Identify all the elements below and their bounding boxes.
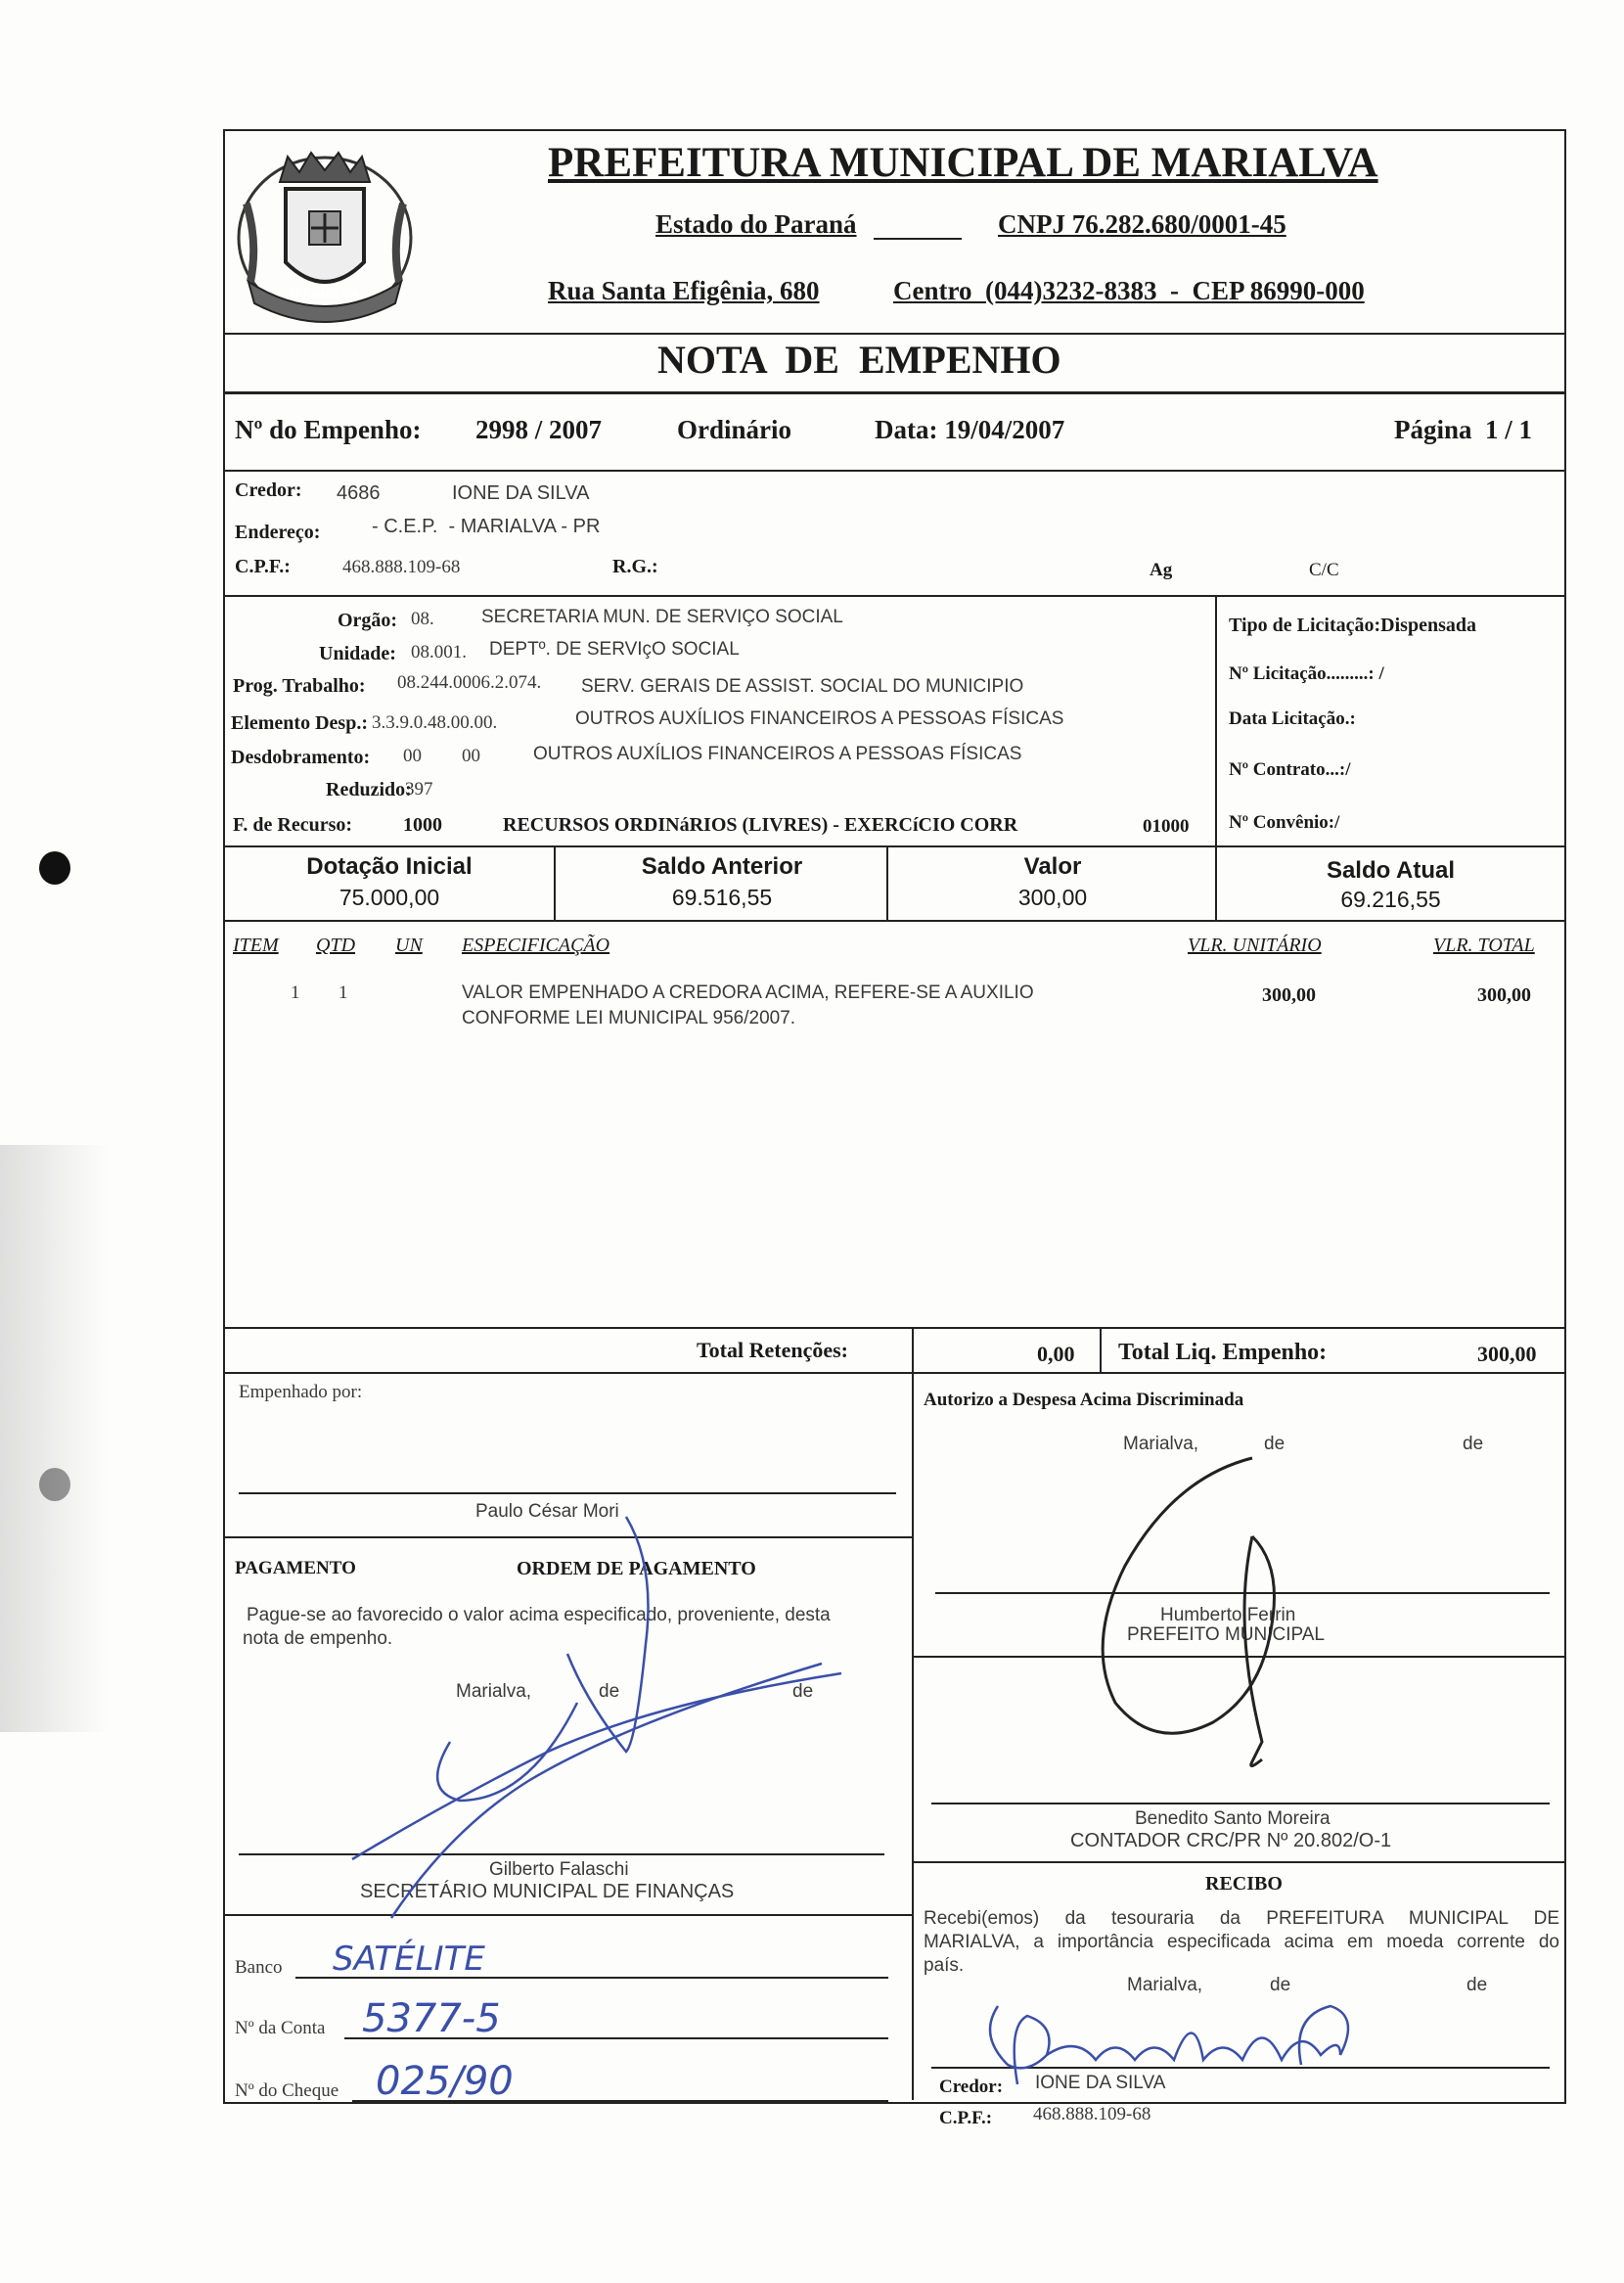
recibo-text-line-2: MARIALVA, a importância especificada acima em moeda corrente do <box>924 1932 1559 1952</box>
saldo-value-valor: 300,00 <box>1017 885 1088 910</box>
saldo-value-atual: 69.216,55 <box>1340 887 1441 912</box>
recibo-de-1: de <box>1270 1975 1291 1995</box>
fonte-number: 01000 <box>1143 816 1190 837</box>
autorizo-title: Autorizo a Despesa Acima Discriminada <box>924 1390 1244 1410</box>
pagamento-role: SECRETÁRIO MUNICIPAL DE FINANÇAS <box>360 1881 735 1902</box>
saldo-label-atual: Saldo Atual <box>1326 857 1456 884</box>
cc-label: C/C <box>1309 560 1339 580</box>
ordem-pagamento-title: ORDEM DE PAGAMENTO <box>517 1558 756 1579</box>
unidade-code: 08.001. <box>411 642 467 662</box>
licitacao-separator <box>1215 595 1217 847</box>
orgao-code: 08. <box>411 609 434 629</box>
elemento-code: 3.3.9.0.48.00.00. <box>372 712 498 733</box>
autorizo-de-2: de <box>1463 1434 1484 1454</box>
contador-name: Benedito Santo Moreira <box>1135 1808 1331 1829</box>
numero-licitacao: Nº Licitação.........: / <box>1229 663 1384 684</box>
total-liquido-label: Total Liq. Empenho: <box>1118 1340 1328 1365</box>
credor-label: Credor: <box>235 479 302 501</box>
recibo-credor-label: Credor: <box>939 2077 1004 2097</box>
credor-divider <box>223 595 1564 597</box>
lower-center-divider <box>912 1372 914 2100</box>
recibo-de-2: de <box>1466 1975 1488 1995</box>
empenho-number-label: Nº do Empenho: <box>235 415 422 444</box>
recibo-cpf-label: C.P.F.: <box>939 2108 993 2128</box>
orgao-label: Orgão: <box>338 610 398 631</box>
pagamento-de-1: de <box>599 1681 620 1702</box>
item-spec-line-2: CONFORME LEI MUNICIPAL 956/2007. <box>462 1008 796 1028</box>
item-number: 1 <box>291 982 300 1003</box>
items-header-un: UN <box>395 935 423 956</box>
empenho-type: Ordinário <box>677 415 792 444</box>
desdobramento-code-1: 00 <box>403 746 422 766</box>
scan-shadow <box>0 1145 108 1732</box>
conta-label: Nº da Conta <box>235 2018 326 2038</box>
item-spec-line-1: VALOR EMPENHADO A CREDORA ACIMA, REFERE-SE A AUXILIO <box>462 982 1034 1003</box>
totals-sep-1 <box>912 1327 914 1374</box>
credor-signature <box>969 1977 1379 2104</box>
banco-value: SATÉLITE <box>333 1940 485 1979</box>
credor-name: IONE DA SILVA <box>452 482 590 504</box>
autorizo-place: Marialva, <box>1123 1434 1199 1454</box>
data-licitacao: Data Licitação.: <box>1229 708 1356 729</box>
empenho-date: Data: 19/04/2007 <box>875 415 1065 444</box>
saldo-value-dotacao: 75.000,00 <box>338 885 440 910</box>
header-title: PREFEITURA MUNICIPAL DE MARIALVA <box>548 140 1378 186</box>
cheque-value: 025/90 <box>376 2059 514 2104</box>
desdobramento-desc: OUTROS AUXÍLIOS FINANCEIROS A PESSOAS FÍSICAS <box>533 744 1022 764</box>
recibo-cpf-value: 468.888.109-68 <box>1033 2104 1151 2124</box>
tipo-licitacao: Tipo de Licitação:Dispensada <box>1229 615 1476 636</box>
reduzido-value: 397 <box>405 779 433 799</box>
total-liquido-value: 300,00 <box>1477 1342 1537 1366</box>
rg-label: R.G.: <box>612 556 658 577</box>
pagamento-text-line-2: nota de empenho. <box>243 1628 393 1649</box>
totals-sep-2 <box>1100 1327 1102 1374</box>
items-header-total: VLR. TOTAL <box>1433 935 1535 956</box>
endereco-value: - C.E.P. - MARIALVA - PR <box>372 516 601 537</box>
saldo-label-anterior: Saldo Anterior <box>641 853 803 880</box>
prog-code: 08.244.0006.2.074. <box>397 672 542 693</box>
numero-convenio: Nº Convênio:/ <box>1229 812 1340 833</box>
classificacao-divider <box>223 845 1564 847</box>
recibo-text-line-3: país. <box>924 1955 965 1976</box>
contador-sign-line <box>931 1803 1550 1804</box>
desdobramento-label: Desdobramento: <box>231 747 371 768</box>
elemento-desc: OUTROS AUXÍLIOS FINANCEIROS A PESSOAS FÍSICAS <box>575 708 1064 729</box>
unidade-desc: DEPTº. DE SERVIçO SOCIAL <box>489 639 740 660</box>
items-header-unit: VLR. UNITÁRIO <box>1188 935 1322 956</box>
empenho-divider <box>223 470 1564 472</box>
empenho-number: 2998 / 2007 <box>475 415 603 444</box>
empenhado-label: Empenhado por: <box>239 1382 363 1402</box>
cheque-label: Nº do Cheque <box>235 2080 339 2101</box>
pagamento-label: PAGAMENTO <box>235 1558 356 1578</box>
contador-role: CONTADOR CRC/PR Nº 20.802/O-1 <box>1070 1830 1392 1851</box>
endereco-label: Endereço: <box>235 522 321 543</box>
totals-top-line <box>223 1327 1564 1329</box>
fonte-desc: RECURSOS ORDINáRIOS (LIVRES) - EXERCíCIO CORR <box>503 814 1018 836</box>
pagamento-place: Marialva, <box>456 1681 532 1702</box>
header-state: Estado do Paraná <box>655 209 857 239</box>
items-header-item: ITEM <box>233 935 279 956</box>
autorizo-signer: Humberto Ferrin <box>1160 1605 1296 1625</box>
contador-divider <box>912 1861 1564 1863</box>
fonte-code: 1000 <box>403 814 442 836</box>
recibo-title: RECIBO <box>1205 1873 1283 1895</box>
items-header-spec: ESPECIFICAÇÃO <box>462 935 610 956</box>
prog-label: Prog. Trabalho: <box>233 675 366 697</box>
saldo-value-anterior: 69.516,55 <box>671 885 773 910</box>
state-line <box>874 238 962 240</box>
item-total-value: 300,00 <box>1477 984 1531 1006</box>
desdobramento-code-2: 00 <box>462 746 480 766</box>
saldo-label-dotacao: Dotação Inicial <box>306 853 473 880</box>
banco-label: Banco <box>235 1957 283 1978</box>
saldos-divider <box>223 920 1564 922</box>
recibo-credor-value: IONE DA SILVA <box>1035 2073 1166 2093</box>
pagamento-de-2: de <box>792 1681 814 1702</box>
punch-hole-top <box>39 851 70 885</box>
conta-value: 5377-5 <box>362 1996 501 2041</box>
items-header-qtd: QTD <box>316 935 356 956</box>
autorizo-de-1: de <box>1264 1434 1286 1454</box>
doc-title: NOTA DE EMPENHO <box>657 338 1061 382</box>
item-unit-value: 300,00 <box>1262 984 1316 1006</box>
prog-desc: SERV. GERAIS DE ASSIST. SOCIAL DO MUNICIPIO <box>581 676 1024 697</box>
pagamento-text-line-1: Pague-se ao favorecido o valor acima especificado, proveniente, desta <box>247 1605 831 1625</box>
recibo-place: Marialva, <box>1127 1975 1203 1995</box>
fonte-label: F. de Recurso: <box>233 814 353 836</box>
orgao-desc: SECRETARIA MUN. DE SERVIÇO SOCIAL <box>481 607 843 627</box>
total-retencoes-value: 0,00 <box>1037 1342 1075 1366</box>
prefeito-signature <box>1057 1448 1291 1801</box>
autorizo-role: PREFEITO MUNICIPAL <box>1127 1624 1325 1645</box>
header-cnpj: CNPJ 76.282.680/0001-45 <box>998 209 1286 239</box>
cpf-value: 468.888.109-68 <box>342 557 461 577</box>
recibo-text-line-1: Recebi(emos) da tesouraria da PREFEITURA MUNICIPAL DE <box>924 1908 1559 1929</box>
secretario-signature <box>333 1507 861 1938</box>
header-street: Rua Santa Efigênia, 680 <box>548 276 820 305</box>
saldo-label-valor: Valor <box>1023 853 1082 880</box>
empenhado-sign-line <box>239 1492 896 1494</box>
credor-code: 4686 <box>337 482 381 504</box>
title-divider <box>223 391 1564 394</box>
total-retencoes-label: Total Retenções: <box>697 1338 848 1362</box>
empenho-page: Página 1 / 1 <box>1394 415 1533 444</box>
header-address: Centro (044)3232-8383 - CEP 86990-000 <box>893 276 1365 305</box>
numero-contrato: Nº Contrato...:/ <box>1229 759 1351 780</box>
empenhado-name: Paulo César Mori <box>475 1501 619 1522</box>
header-divider <box>223 333 1564 335</box>
pagamento-signer: Gilberto Falaschi <box>489 1859 629 1880</box>
municipal-crest <box>229 135 421 327</box>
unidade-label: Unidade: <box>319 643 396 664</box>
crest-banner-text: MARIALVA <box>290 286 360 301</box>
elemento-label: Elemento Desp.: <box>231 712 368 734</box>
cpf-label: C.P.F.: <box>235 556 291 577</box>
reduzido-label: Reduzido: <box>326 779 412 800</box>
item-qtd: 1 <box>338 982 348 1003</box>
ag-label: Ag <box>1150 560 1173 580</box>
totals-bottom-line <box>223 1372 1564 1374</box>
